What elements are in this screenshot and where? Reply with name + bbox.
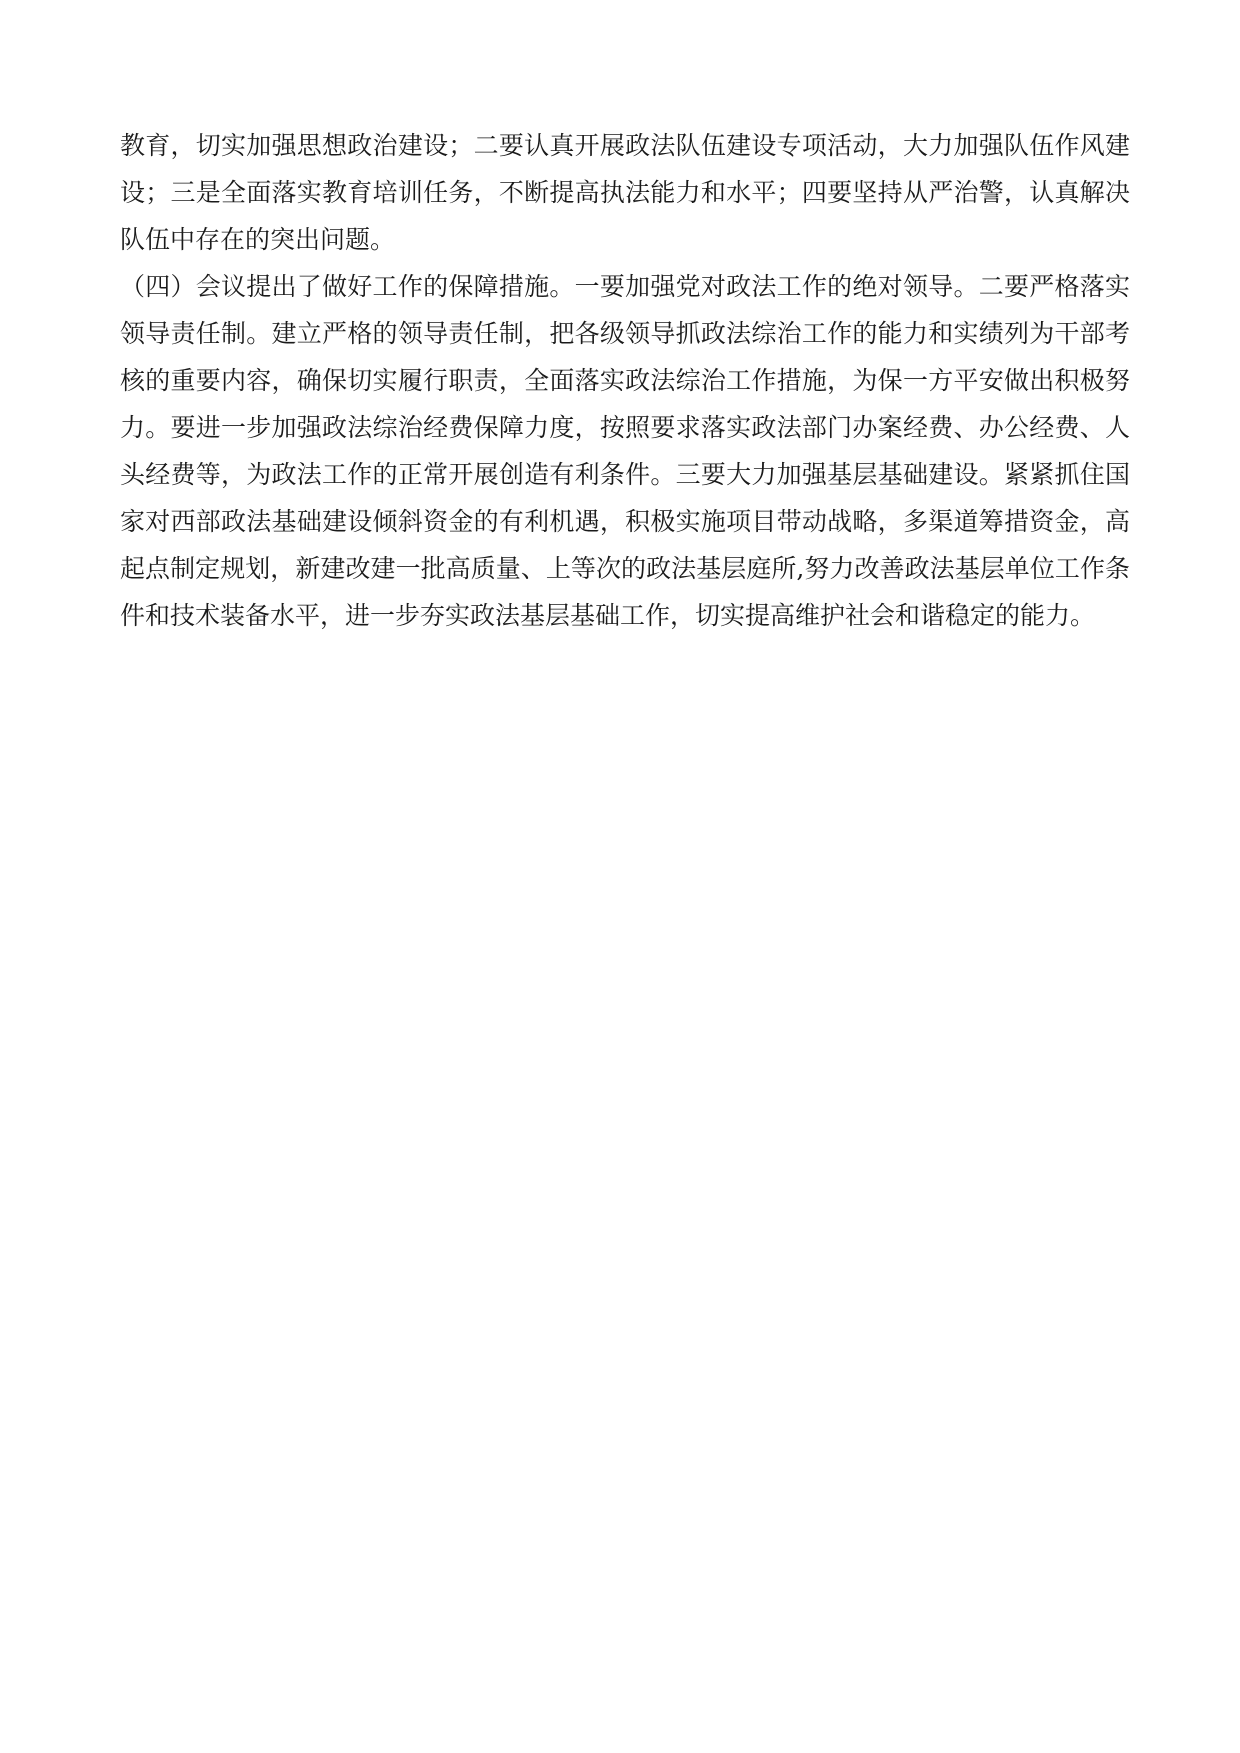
text-line: （四）会议提出了做好工作的保障措施。一要加强党对政法工作的绝对领导。二要严格落实 bbox=[120, 272, 1130, 301]
text-line: 家对西部政法基础建设倾斜资金的有利机遇，积极实施项目带动战略，多渠道筹措资金，高 bbox=[120, 507, 1130, 536]
text-line: 领导责任制。建立严格的领导责任制，把各级领导抓政法综治工作的能力和实绩列为干部考 bbox=[120, 319, 1130, 348]
text-line: 起点制定规划，新建改建一批高质量、上等次的政法基层庭所,努力改善政法基层单位工作条 bbox=[120, 554, 1130, 583]
paragraph-education bbox=[120, 122, 1130, 263]
paragraph-safeguards bbox=[120, 263, 1130, 639]
text-line: 设；三是全面落实教育培训任务，不断提高执法能力和水平；四要坚持从严治警，认真解决 bbox=[120, 178, 1130, 207]
text-line: 件和技术装备水平，进一步夯实政法基层基础工作，切实提高维护社会和谐稳定的能力。 bbox=[120, 601, 1096, 630]
text-line: 队伍中存在的突出问题。 bbox=[120, 225, 396, 254]
text-line: 力。要进一步加强政法综治经费保障力度，按照要求落实政法部门办案经费、办公经费、人 bbox=[120, 413, 1130, 442]
text-line: 核的重要内容，确保切实履行职责，全面落实政法综治工作措施，为保一方平安做出积极努 bbox=[120, 366, 1130, 395]
text-line: 教育，切实加强思想政治建设；二要认真开展政法队伍建设专项活动，大力加强队伍作风建 bbox=[120, 131, 1130, 160]
document-body bbox=[120, 122, 1130, 639]
text-line: 头经费等，为政法工作的正常开展创造有利条件。三要大力加强基层基础建设。紧紧抓住国 bbox=[120, 460, 1130, 489]
